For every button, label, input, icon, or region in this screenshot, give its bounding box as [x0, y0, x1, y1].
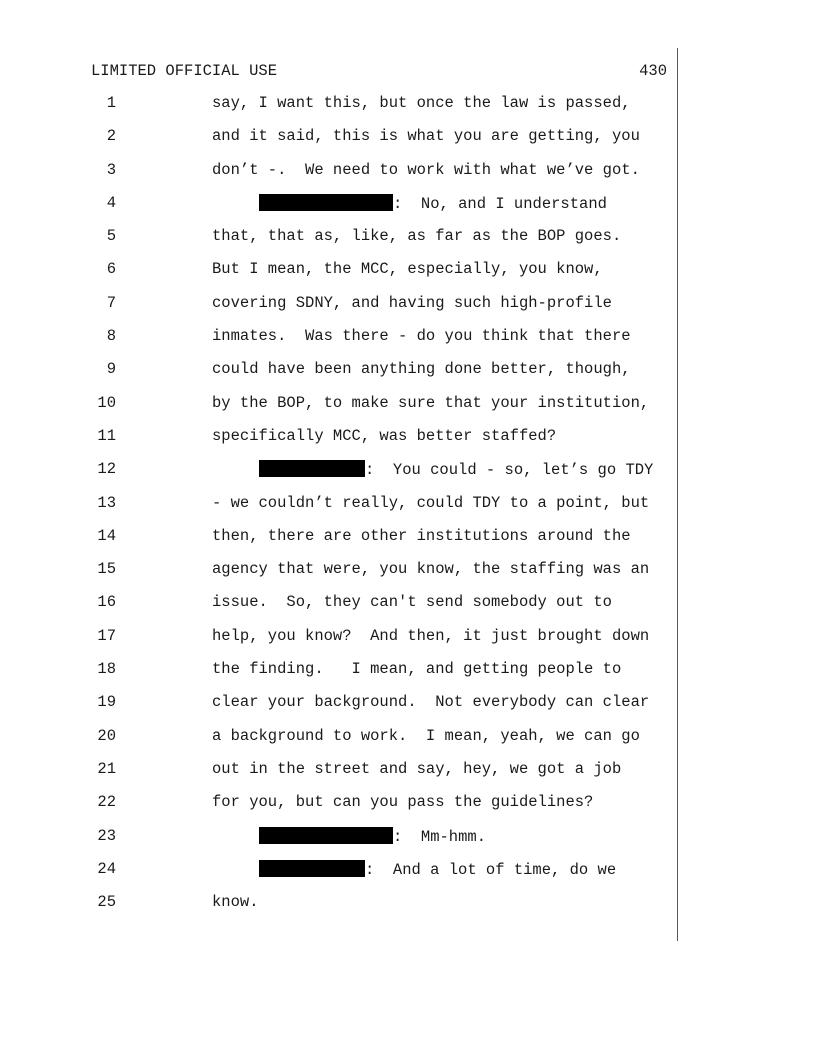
- line-number: 2: [106, 127, 116, 146]
- transcript-line: [0, 590, 816, 623]
- line-text: : No, and I understand: [393, 194, 607, 213]
- line-text: clear your background. Not everybody can clear: [212, 693, 650, 712]
- line-number: 16: [97, 593, 116, 612]
- transcript-line: [0, 324, 816, 357]
- transcript-line: [0, 657, 816, 690]
- line-text: : You could - so, let’s go TDY: [365, 461, 654, 480]
- line-text: agency that were, you know, the staffing was an: [212, 560, 650, 579]
- line-number: 13: [97, 493, 116, 512]
- line-text: say, I want this, but once the law is passed,: [212, 94, 631, 112]
- line-text: could have been anything done better, though,: [212, 360, 631, 379]
- line-number: 12: [97, 460, 116, 479]
- line-number: 22: [97, 793, 116, 812]
- line-number: 3: [106, 160, 116, 179]
- line-text: by the BOP, to make sure that your institution,: [212, 393, 650, 412]
- line-number: 23: [97, 826, 116, 845]
- redacted-speaker-name: [259, 827, 393, 844]
- line-number: 24: [97, 859, 116, 878]
- line-text: that, that as, like, as far as the BOP goes.: [212, 227, 622, 246]
- line-number: 10: [97, 393, 116, 412]
- line-number: 21: [97, 759, 116, 778]
- line-text: and it said, this is what you are getting, you: [212, 127, 640, 146]
- transcript-line: [0, 824, 816, 857]
- line-number: 4: [106, 193, 116, 212]
- transcript-line: [0, 557, 816, 590]
- line-text: know.: [212, 893, 259, 912]
- line-text: covering SDNY, and having such high-profile: [212, 293, 612, 312]
- redacted-speaker-name: [259, 460, 365, 477]
- line-text: then, there are other institutions around the: [212, 526, 631, 545]
- redacted-speaker-name: [259, 860, 365, 877]
- line-number: 1: [106, 94, 116, 112]
- line-text: : And a lot of time, do we: [365, 860, 617, 879]
- transcript-line: [0, 291, 816, 324]
- line-text: - we couldn’t really, could TDY to a point, but: [212, 493, 650, 512]
- line-text: : Mm-hmm.: [393, 827, 487, 846]
- transcript-line: [0, 790, 816, 823]
- transcript-line: [0, 757, 816, 790]
- transcript-line: [0, 890, 816, 923]
- line-text: for you, but can you pass the guidelines?: [212, 793, 594, 812]
- transcript-lines: [0, 91, 816, 923]
- line-text: issue. So, they can't send somebody out to: [212, 593, 612, 612]
- line-text: a background to work. I mean, yeah, we can go: [212, 726, 640, 745]
- transcript-line: [0, 257, 816, 290]
- transcript-line: [0, 457, 816, 490]
- transcript-line: [0, 124, 816, 157]
- line-text: But I mean, the MCC, especially, you know,: [212, 260, 603, 279]
- transcript-line: [0, 524, 816, 557]
- line-text: help, you know? And then, it just brought down: [212, 626, 650, 645]
- transcript-line: [0, 224, 816, 257]
- line-text: inmates. Was there - do you think that there: [212, 327, 631, 346]
- transcript-line: [0, 624, 816, 657]
- transcript-line: [0, 690, 816, 723]
- transcript-line: [0, 91, 816, 124]
- line-number: 6: [106, 260, 116, 279]
- speaker-line: [259, 860, 616, 879]
- redacted-speaker-name: [259, 194, 393, 211]
- line-number: 19: [97, 693, 116, 712]
- speaker-line: [259, 827, 486, 846]
- speaker-line: [259, 194, 607, 213]
- transcript-line: [0, 724, 816, 757]
- transcript-line: [0, 357, 816, 390]
- classification-header: LIMITED OFFICIAL USE: [91, 62, 278, 80]
- line-text: the finding. I mean, and getting people to: [212, 660, 622, 679]
- speaker-line: [259, 460, 653, 479]
- line-text: specifically MCC, was better staffed?: [212, 426, 557, 445]
- line-number: 11: [97, 426, 116, 445]
- transcript-line: [0, 424, 816, 457]
- line-number: 17: [97, 626, 116, 645]
- line-number: 25: [97, 893, 116, 912]
- transcript-line: [0, 158, 816, 191]
- line-number: 9: [106, 360, 116, 379]
- line-number: 7: [106, 293, 116, 312]
- line-number: 5: [106, 227, 116, 246]
- transcript-line: [0, 191, 816, 224]
- page-number: 430: [639, 62, 667, 80]
- line-number: 18: [97, 660, 116, 679]
- transcript-line: [0, 391, 816, 424]
- line-text: out in the street and say, hey, we got a job: [212, 759, 622, 778]
- transcript-line: [0, 857, 816, 890]
- line-text: don’t -. We need to work with what we’ve got.: [212, 160, 640, 179]
- line-number: 15: [97, 560, 116, 579]
- line-number: 14: [97, 526, 116, 545]
- line-number: 8: [106, 327, 116, 346]
- transcript-line: [0, 491, 816, 524]
- line-number: 20: [97, 726, 116, 745]
